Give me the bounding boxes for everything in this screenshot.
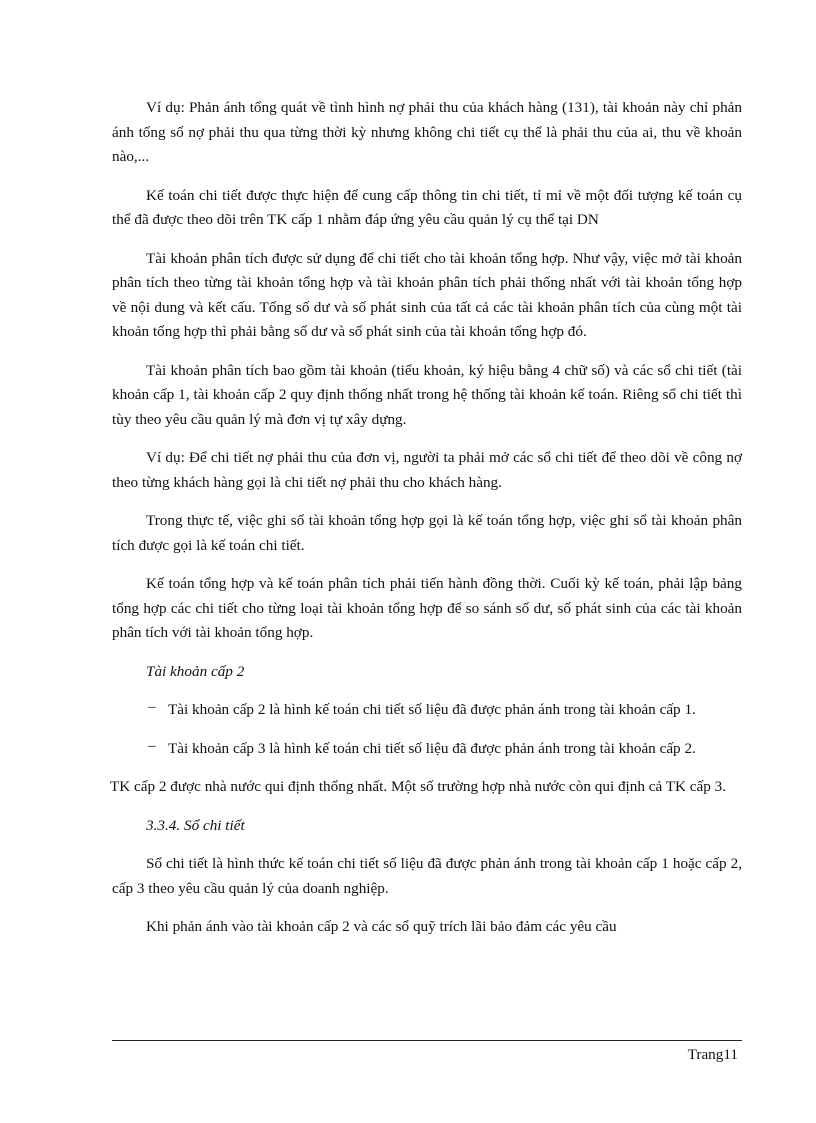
dash-bullet-icon: – bbox=[148, 736, 156, 754]
paragraph-example-2: Ví dụ: Để chi tiết nợ phải thu của đơn vị, người ta phải mở các sổ chi tiết để theo dõi về công nợ theo từng khách hàng gọi là chi tiết nợ phải thu cho khách hàng. bbox=[112, 449, 742, 491]
paragraph-example-1: Ví dụ: Phản ánh tổng quát về tình hình nợ phải thu của khách hàng (131), tài khoản này chỉ phản ánh tổng số nợ phải thu qua từng thời kỳ nhưng không chi tiết cụ thể là phải thu của ai, thu về khoản nào,... bbox=[112, 99, 742, 165]
section-heading-detail-book: 3.3.4. Sổ chi tiết bbox=[146, 816, 245, 834]
page-number: Trang11 bbox=[687, 1046, 738, 1063]
list-item-text: Tài khoản cấp 3 là hình kế toán chi tiết số liệu đã được phản ánh trong tài khoản cấp 2. bbox=[168, 739, 696, 757]
paragraph-simultaneous: Kế toán tổng hợp và kế toán phân tích phải tiến hành đồng thời. Cuối kỳ kế toán, phải lập bảng tổng hợp các chi tiết cho từng loại tài khoản tổng hợp để so sánh số dư, số phát sinh của các tài khoản phân tích với tài khoản tổng hợp. bbox=[112, 575, 742, 641]
paragraph-detailed-accounting: Kế toán chi tiết được thực hiện để cung cấp thông tin chi tiết, tỉ mỉ về một đối tượng kế toán cụ thể đã được theo dõi trên TK cấp 1 nhằm đáp ứng yêu cầu quản lý cụ thể tại DN bbox=[112, 186, 742, 228]
paragraph-last: Khi phản ánh vào tài khoản cấp 2 và các sổ quỹ trích lãi bảo đảm các yêu cầu bbox=[146, 918, 617, 935]
footer-divider bbox=[112, 1040, 742, 1041]
list-item bbox=[112, 737, 742, 762]
paragraph-practice: Trong thực tế, việc ghi sổ tài khoản tổng hợp gọi là kế toán tổng hợp, việc ghi sổ tài khoản phân tích được gọi là kế toán chi tiết. bbox=[112, 512, 742, 554]
paragraph-analysis-components: Tài khoản phân tích bao gồm tài khoản (tiểu khoản, ký hiệu bằng 4 chữ số) và các sổ chi tiết (tài khoản cấp 1, tài khoản cấp 2 quy định thống nhất trong hệ thống tài khoản kế toán. Riêng sổ chi tiết thì tùy theo yêu cầu quản lý mà đơn vị tự xây dựng. bbox=[112, 361, 742, 428]
list-item-text: Tài khoản cấp 2 là hình kế toán chi tiết số liệu đã được phản ánh trong tài khoản cấp 1. bbox=[168, 701, 696, 718]
list-item bbox=[112, 698, 742, 723]
dash-bullet-icon: – bbox=[148, 698, 156, 715]
paragraph-analysis-account: Tài khoản phân tích được sử dụng để chi tiết cho tài khoản tổng hợp. Như vậy, việc mở tài khoản phân tích theo từng tài khoản tổng hợp và tài khoản phân tích phải thống nhất với tài khoản tổng hợp về nội dung và kết cấu. Tổng số dư và số phát sinh của tất cả các tài khoản phân tích của cùng một tài khoản tổng hợp thì phải bằng số dư và số phát sinh của tài khoản tổng hợp đó. bbox=[112, 249, 742, 340]
subheading-level2-account: Tài khoản cấp 2 bbox=[146, 662, 245, 680]
paragraph-regulation: TK cấp 2 được nhà nước qui định thống nhất. Một số trường hợp nhà nước còn qui định cả TK cấp 3. bbox=[110, 778, 727, 795]
document-body bbox=[112, 96, 742, 940]
paragraph-detail-book: Sổ chi tiết là hình thức kế toán chi tiết số liệu đã được phản ánh trong tài khoản cấp 1 hoặc cấp 2, cấp 3 theo yêu cầu quản lý của doanh nghiệp. bbox=[112, 855, 742, 897]
